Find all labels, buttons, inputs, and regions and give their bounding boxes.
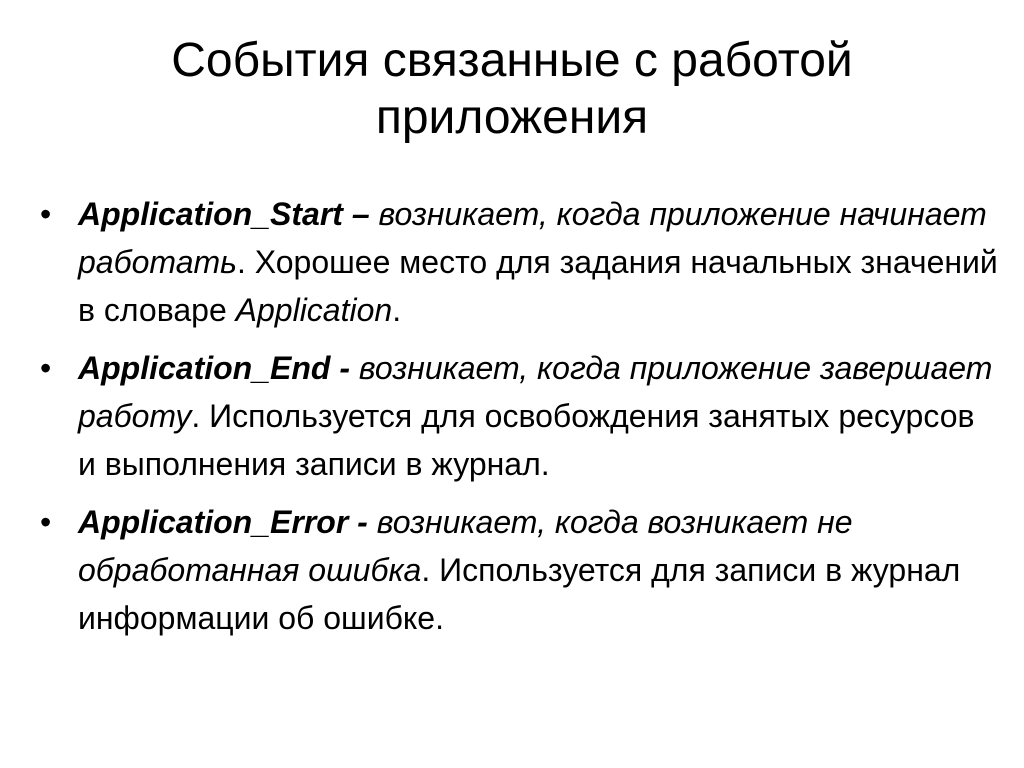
event-description: возникает, когда возникает не обработанная ошибка (78, 504, 853, 588)
bullet-list (40, 190, 1000, 652)
event-usage: . Используется для записи в журнал информации об ошибке. (78, 552, 961, 636)
application-ref: Application (235, 292, 393, 328)
event-usage: . Хорошее место для задания начальных значений в словаре (78, 244, 998, 328)
bullet-application-end (40, 344, 1000, 488)
period: . (392, 292, 402, 328)
bullet-application-error (40, 498, 1000, 642)
event-description: возникает, когда приложение начинает работать (78, 196, 987, 280)
slide-title: События связанные с работой приложения (171, 34, 853, 144)
bullet-icon: • (40, 504, 52, 540)
event-name: Application_End - (78, 350, 350, 386)
bullet-icon: • (40, 350, 52, 386)
bullet-application-start (40, 190, 1000, 334)
event-name: Application_Error - (78, 504, 368, 540)
bullet-icon: • (40, 196, 52, 232)
event-name: Application_Start – (78, 196, 370, 232)
event-description: возникает, когда приложение завершает работу (78, 350, 993, 434)
event-usage: . Используется для освобождения занятых ресурсов и выполнения записи в журнал. (78, 398, 975, 482)
